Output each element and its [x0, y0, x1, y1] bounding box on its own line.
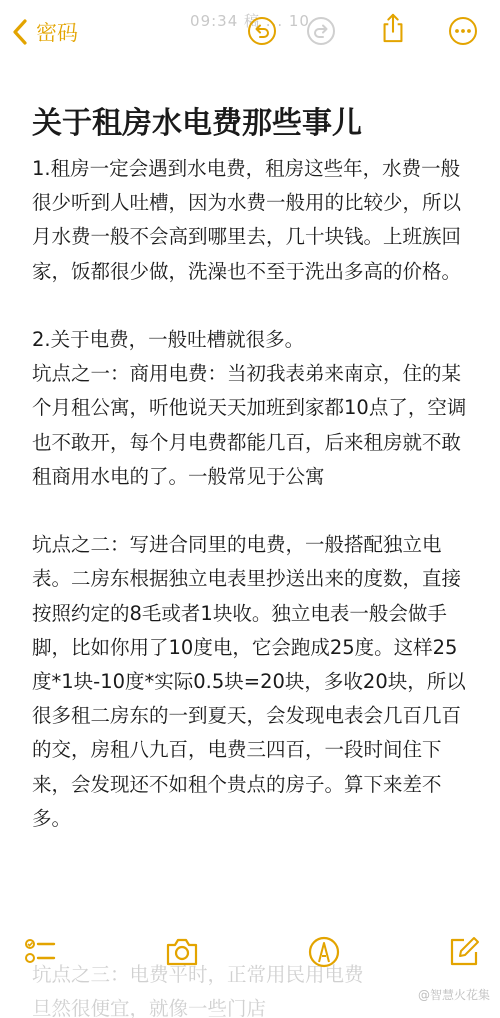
bottom-toolbar	[0, 930, 500, 980]
share-button[interactable]	[378, 13, 408, 43]
camera-button[interactable]	[164, 934, 200, 970]
compose-icon	[446, 934, 482, 970]
note-paragraph-2: 2.关于电费，一般吐槽就很多。 坑点之一：商用电费：当初我表弟来南京，住的某个月租公寓，听他说天天加班到家都10点了，空调也不敢开，每个月电费都能几百，后来租房就不敢租商用水电的了。一般常见于公寓	[32, 328, 467, 488]
note-paragraph-3: 坑点之二：写进合同里的电费，一般搭配独立电表。二房东根据独立电表里抄送出来的度数，直接按照约定的8毛或者1块收。独立电表一般会做手脚，比如你用了10度电，它会跑成25度。这样25度*1块-10度*实际0.5块=20块，多收20块，所以很多租二房东的一到夏天，会发现电表会几百几百的交，房租八九百，电费三四百，一段时间住下来，会发现还不如租个贵点的房子。算下来差不多。	[32, 533, 466, 830]
back-label: 密码	[36, 21, 78, 45]
more-icon	[448, 16, 478, 46]
markup-button[interactable]	[306, 934, 342, 970]
redo-button[interactable]	[306, 16, 336, 46]
undo-icon	[247, 16, 277, 46]
note-paragraph-1: 1.租房一定会遇到水电费，租房这些年，水费一般很少听到人吐槽，因为水费一般用的比较少，所以月水费一般不会高到哪里去，几十块钱。上班族回家，饭都很少做，洗澡也不至于洗出多高的价格。	[32, 157, 462, 283]
back-button[interactable]	[8, 14, 78, 50]
more-button[interactable]	[448, 16, 478, 46]
checklist-button[interactable]	[22, 934, 58, 970]
markup-pen-icon	[306, 934, 342, 970]
compose-button[interactable]	[446, 934, 482, 970]
share-icon	[378, 13, 408, 43]
undo-button[interactable]	[247, 16, 277, 46]
note-body[interactable]	[32, 100, 472, 836]
watermark: @智慧火花集	[417, 988, 490, 1002]
chevron-left-icon	[8, 17, 34, 47]
checklist-icon	[22, 934, 58, 970]
top-toolbar	[0, 0, 500, 66]
paragraph-gap	[32, 494, 472, 528]
note-next-paragraph: 坑点之三：电费平时，正常用民用电费 旦然很便宜，就像一些门店	[32, 963, 364, 1018]
status-text: 09:34 稿 ... 10	[190, 12, 310, 30]
camera-icon	[164, 934, 200, 970]
paragraph-gap	[32, 289, 472, 323]
redo-icon	[306, 16, 336, 46]
note-title: 关于租房水电费那些事儿	[32, 106, 362, 141]
